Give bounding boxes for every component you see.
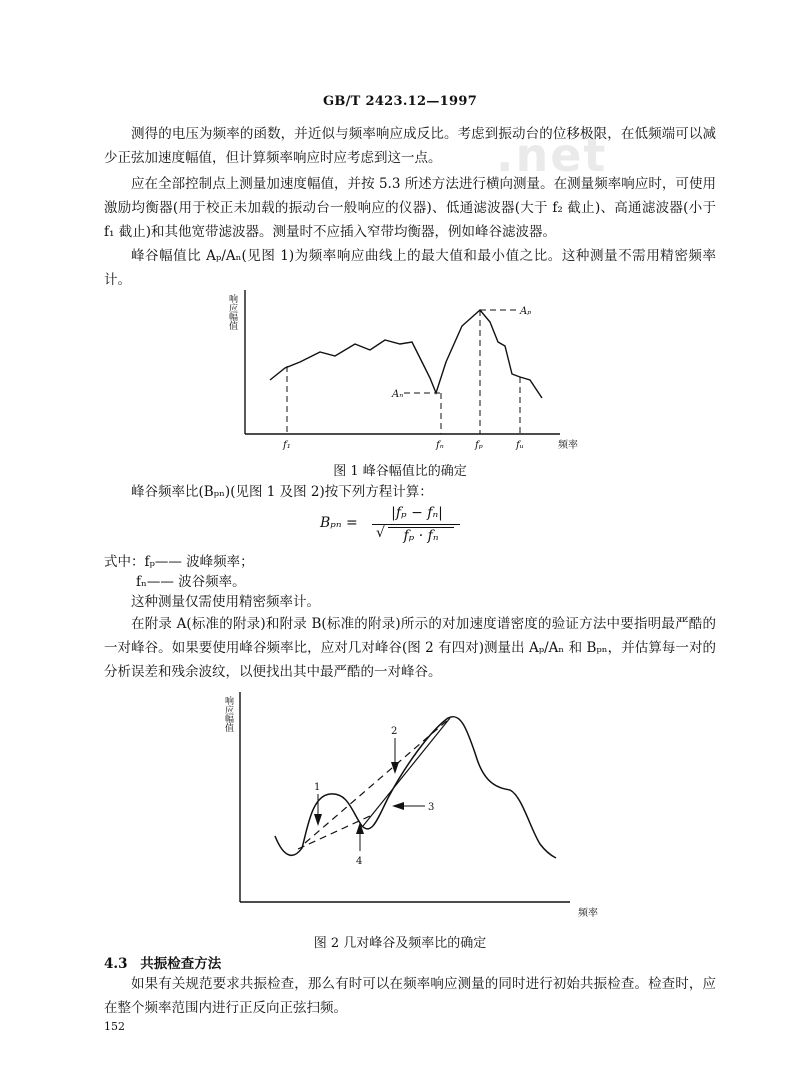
response-curve [270,310,542,398]
marker-2: 2 [391,726,398,737]
y-axis-label: 响应幅值 [227,294,237,330]
pair-line-3 [363,718,450,826]
tick-fn: fₙ [436,440,444,451]
pair-line-2 [305,718,450,843]
figure-1 [180,282,620,454]
figure-1-caption: 图 1 峰谷幅值比的确定 [333,464,467,479]
marker-4-arrowhead [356,822,364,834]
tick-fp: fₚ [475,440,483,451]
page-header: GB/T 2423.12—1997 [322,94,478,109]
fraction-bar [372,524,460,525]
tick-fu: fᵤ [516,440,524,451]
figure-2-caption: 图 2 几对峰谷及频率比的确定 [313,936,487,951]
marker-2-arrowhead [391,762,399,774]
paragraph-2: 应在全部控制点上测量加速度幅值，并按 5.3 所述方法进行横向测量。在测量频率响应时，可使用激励均衡器(用于校正未加载的振动台一般响应的仪器)、低通滤波器(大于 f₂ 截止)、高通滤波器(小于 f₁ 截止)和其他宽带滤波器。测量时不应插入窄带均衡器，例如峰谷滤波器。 [104,176,716,240]
x-axis-label: 频率 [558,440,578,451]
label-an: Aₙ [392,389,404,400]
marker-4: 4 [356,856,363,867]
page-number: 152 [104,1020,125,1033]
formula-lhs: Bₚₙ = [320,515,358,531]
tick-f1: f₁ [283,440,291,451]
section-title: 共振检查方法 [140,956,222,972]
label-ap: Aₚ [520,306,532,317]
paragraph-3: 峰谷幅值比 Aₚ/Aₙ(见图 1)为频率响应曲线上的最大值和最小值之比。这种测量不需用精密频率计。 [104,248,716,288]
paragraph-5: 这种测量仅需使用精密频率计。 [131,594,320,610]
paragraph-1: 测得的电压为频率的函数，并近似与频率响应成反比。考虑到振动台的位移极限，在低频端可以减少正弦加速度幅值，但计算频率响应时应考虑到这一点。 [104,126,716,166]
watermark: .net [496,128,608,182]
section-heading [104,952,221,972]
where-fn: fₙ—— 波谷频率。 [136,574,246,590]
marker-3: 3 [428,802,435,813]
sqrt-sign: √ [376,525,385,541]
formula [320,505,520,549]
x-axis-label: 频率 [578,908,598,919]
marker-1: 1 [314,782,321,793]
where-fp: 式中：fₚ—— 波峰频率； [104,554,254,570]
section-number: 4.3 [104,956,128,972]
figure-2 [180,686,620,920]
y-axis-label: 响应幅值 [223,696,233,732]
marker-3-arrowhead [392,802,404,810]
formula-numerator: |fₚ − fₙ| [391,505,443,521]
paragraph-6: 在附录 A(标准的附录)和附录 B(标准的附录)所示的对加速度谱密度的验证方法中要指明最严酷的一对峰谷。如果要使用峰谷频率比，应对几对峰谷(图 2 有四对)测量出 Aₚ/Aₙ 和 Bₚₙ，并估算每一对的分析误差和残余波纹，以便找出其中最严酷的一对峰谷。 [104,616,716,680]
paragraph-4: 峰谷频率比(Bₚₙ)(见图 1 及图 2)按下列方程计算： [131,484,433,500]
formula-denominator: fₚ · fₙ [388,527,454,544]
marker-1-arrowhead [314,814,322,826]
paragraph-7: 如果有关规范要求共振检查，那么有时可以在频率响应测量的同时进行初始共振检查。检查时，应在整个频率范围内进行正反向正弦扫频。 [104,976,716,1016]
